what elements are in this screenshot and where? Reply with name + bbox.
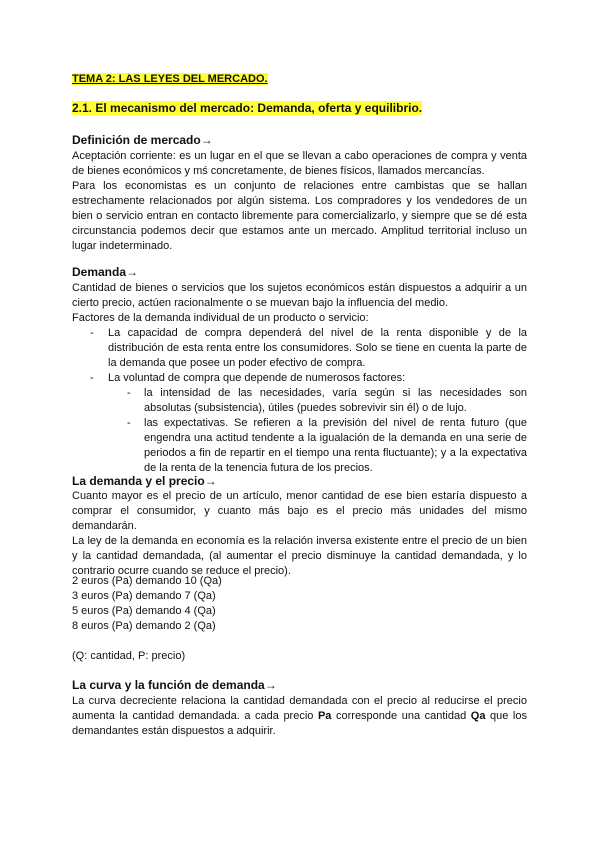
curva-qa: Qa (470, 710, 486, 722)
example-line: 3 euros (Pa) demando 7 (Qa) (72, 590, 216, 602)
curva-text-b: corresponde una cantidad (331, 710, 471, 722)
sublist-bullet: - (127, 387, 131, 399)
definicion-p1: Aceptación corriente: es un lugar en el que se llevan a cabo operaciones de compra y venta de bienes económicos y mś concretamente, de bienes físicos, llamados mercancías. (72, 150, 527, 177)
list-bullet: - (90, 327, 94, 339)
demanda-subitem-2: las expectativas. Se refieren a la previsión del nivel de renta futuro (que engendra una actitud tendente a la igualación de la demanda en una serie de periodos a fin de repartir en el tiempo una renta fluctuante); y a la expectativa de la renta de la tenencia futura de los precios. (144, 417, 527, 474)
heading-curva: La curva y la función de demanda→ (72, 678, 277, 692)
topic-title-text: TEMA 2: LAS LEYES DEL MERCADO. (72, 73, 268, 85)
list-bullet: - (90, 372, 94, 384)
demanda-intro (72, 281, 527, 326)
precio-p1: Cuanto mayor es el precio de un artículo, menor cantidad de ese bien estaría dispuesto a comprar el consumidor, y cuanto más bajo es el precio más unidades del mismo demandarán. (72, 490, 527, 532)
example-line: 2 euros (Pa) demando 10 (Qa) (72, 575, 222, 587)
topic-title (72, 72, 268, 87)
subtopic-title-text: 2.1. El mecanismo del mercado: Demanda, oferta y equilibrio. (72, 101, 423, 115)
curva-paragraph (72, 694, 527, 739)
demanda-item-2: La voluntad de compra que depende de numerosos factores: (108, 372, 406, 384)
subtopic-title (72, 101, 422, 116)
heading-demanda: Demanda→ (72, 265, 139, 279)
curva-pa: Pa (317, 710, 332, 722)
example-line: 5 euros (Pa) demando 4 (Qa) (72, 605, 216, 617)
definicion-text (72, 149, 527, 254)
curva-text-c: que los demandantes están dispuestos a adquirir. (72, 710, 527, 737)
sublist-bullet: - (127, 417, 131, 429)
precio-legend: (Q: cantidad, P: precio) (72, 650, 186, 662)
heading-precio: La demanda y el precio→ (72, 474, 217, 488)
demanda-subitem-1: la intensidad de las necesidades, varía según si las necesidades son absolutas (subsistencia), útiles (puedes sobrevivir sin él) o de lujo. (144, 387, 527, 414)
precio-p2: La ley de la demanda en economía es la relación inversa existente entre el precio de un bien y la cantidad demandada, (al aumentar el precio disminuye la cantidad demandada, y lo contrario ocurre cuando se reduce el precio). (72, 535, 527, 577)
demanda-p1: Cantidad de bienes o servicios que los sujetos económicos están dispuestos a adquirir a un cierto precio, actúen racionalmente o se muevan bajo la influencia del medio. (72, 282, 527, 309)
precio-text (72, 489, 527, 579)
definicion-p2: Para los economistas es un conjunto de relaciones entre cambistas que se hallan estrechamente relacionados por algún sistema. Los compradores y los vendedores de un bien o servicio entran en contacto libremente para comercializarlo, y siempre que se dé esta circunstancia podemos decir que estamos ante un mercado. Amplitud territorial incluso un lugar indeterminado. (72, 180, 527, 252)
curva-text-a: La curva decreciente relaciona la cantidad demandada con el precio al reducirse el precio aumenta la cantidad demandada. a cada precio (72, 695, 527, 722)
demanda-item-1: La capacidad de compra dependerá del nivel de la renta disponible y de la distribución de esta renta entre los consumidores. Solo se tiene en cuenta la parte de la demanda que posee un poder efectivo de compra. (108, 327, 527, 369)
example-line: 8 euros (Pa) demando 2 (Qa) (72, 620, 216, 632)
heading-definicion: Definición de mercado→ (72, 133, 213, 147)
precio-examples (72, 574, 527, 634)
demanda-p2: Factores de la demanda individual de un producto o servicio: (72, 312, 369, 324)
